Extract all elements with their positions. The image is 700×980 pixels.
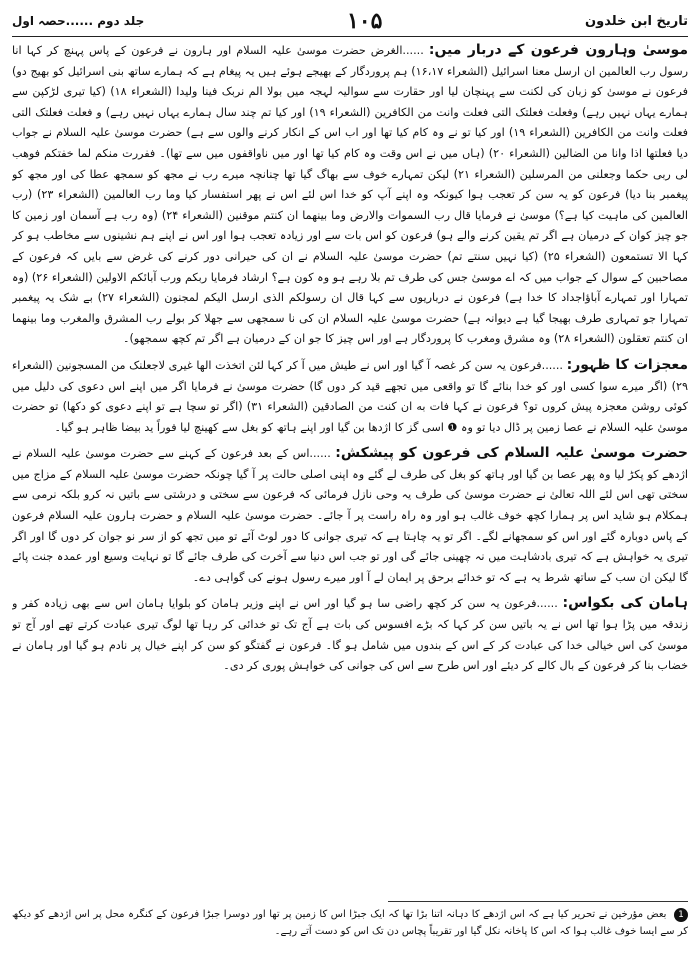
paragraph-haman — [12, 593, 688, 676]
header-divider — [12, 36, 688, 37]
footnote-divider — [388, 901, 688, 902]
section-heading: ہامان کی بکواس: — [562, 595, 688, 612]
page-body — [12, 40, 688, 886]
footnote-marker: 1 — [674, 908, 688, 922]
section-heading: موسیٰ وہارون فرعون کے دربار میں: — [428, 42, 688, 58]
section-heading: معجزات کا ظہور: — [566, 356, 688, 373]
paragraph-text: ......الغرض حضرت موسیٰ علیہ السلام اور ہارون نے فرعون کے پاس پہنچ کر کہا انا رسول رب العالمین ان ارسل معنا اسرائیل (الشعراء ۱۶،۱۷) ہم پروردگار کے بھیجے ہوئے ہیں یہ پیغام ہے کہ ہمارے ساتھ بنی اسرائیل کو بھیج دو) فرعون نے موسیٰ کو زبان کی لکنت سے پہنچان لیا اور حقارت سے سوالیہ لہجہ میں بولا الم نربک فینا ولیدا (الشعراء ۱۸) (کیا تیری لڑکپن سے ہمارے یہاں نہیں رہے) وفعلت فعلتک التی فعلت وانت من الکافرین (الشعراء ۱۹) اور کیا تم چند سال ہمارے یہاں نہیں رہے) و فعلت فعلتک التی فعلت وانت من الکافرین (الشعراء ۱۹) اور کیا تو نے وہ کام کیا تھا اور اب اس کے انکار کرنے والوں سے ہے) حضرت موسیٰ علیہ السلام نے جواب دیا فعلتها اذا وانا من الضالین (الشعراء ۲۰) (ہاں میں نے اس وقت وہ کام کیا تھا اور میں ناواقفوں میں سے تھا)۔ ففررت منکم لما خفتکم فوھب لی ربی حکما وجعلنی من المرسلین (الشعراء ۲۱) لیکن تمہارے خوف سے بھاگ گیا تھا چنانچہ میرے رب نے مجھ کو سمجھ عطا کی اور مجھ کو پیغمبر بنا دیا) فرعون کو یہ سن کر تعجب ہوا کیونکہ وہ اپنے آپ کو خدا اس لئے اس نے پھر استفسار کیا وما رب العالمین (الشعراء ۲۳) (رب العالمین کی ماہیت کیا ہے؟) موسیٰ نے فرمایا قال رب السموات والارض وما بینهما ان کنتم موقنین (الشعراء ۲۴) (وہ رب ہے آسمان اور زمین کا جو چیز کوان کے درمیان ہے اگر تم یقین کرنے والے ہو) فرعون کو اس بات سے اور زیادہ تعجب ہوا اور اس نے اپنے ہم نشینوں سے مخاطب ہو کر کہا الا تستمعون (الشعراء ۲۵) (کیا نہیں سنتے تم) حضرت موسیٰ علیہ السلام نے ان کی حیرانی دور کرنے کی غرض سے بایں کہ فرعون کے مصاحبین کے سوال کے جواب میں کہ اے موسیٰ جس کی طرف تم بلا رہے ہو وہ کون ہے؟ ارشاد فرمایا ربکم ورب آبائکم الاولین (الشعراء ۲۶) (وہ تمہارا اور تمہارے آباؤاجداد کا خدا ہے) فرعون نے درباریوں سے کہا قال ان رسولکم الذی ارسل الیکم لمجنون (الشعراء ۲۷) بے شک یہ پیغمبر تمہارا جو تمہاری طرف بھیجا گیا ہے دیوانہ ہے) حضرت موسیٰ علیہ السلام ان کی نا سمجھی سے جھلا کر بولے رب المشرق والمغرب وما بینهما ان کنتم تعقلون (الشعراء ۲۸) وہ مشرق ومغرب کا پروردگار ہے اور اس چیز کا جو ان کے درمیان ہے اگر تم کچھ سمجھو)۔ — [12, 44, 688, 346]
footnote-text: بعض مؤرخین نے تحریر کیا ہے کہ اس اژدھے کا دہانہ اتنا بڑا تھا کہ ایک جبڑا اس کا زمین پر تھا اور دوسرا جبڑا فرعون کے کنگرہ محل پر اس اژدھے کو دیکھ کر سے ایسا خوف غالب ہوا کہ اس کا پاخانہ نکل گیا اور تقریباً پچاس دن تک اس کو دست آتے رہے۔ — [12, 909, 688, 937]
paragraph-court — [12, 40, 688, 350]
paragraph-text: ......فرعون یہ سن کر کچھ راضی سا ہو گیا اور اس نے اپنے وزیر ہامان کو بلوایا ہامان اس سے بھی زیادہ کفر و زندقہ میں پڑا ہوا تھا اس نے یہ باتیں سن کر کہا کہ بڑے افسوس کی بات ہے آج تک تو خدائی کر رہا تھا لوگ تیری عبادت کرتے تھے اور آج تو موسیٰ کی اس خیالی خدا کی عبادت کر کے اس کے بندوں میں شامل ہو گا۔ فرعون نے گفتگو کو سن کر اپنے خیال پر نادم ہو گیا اور ہامان نے خضاب بنا کر فرعون کے بال کالے کر دیئے اور اس طرح سے اس کی جوانی کی خواہش پوری کر دی۔ — [12, 597, 688, 673]
page-header — [12, 8, 688, 34]
paragraph-offer — [12, 443, 688, 588]
paragraph-text: ......اس کے بعد فرعون کے کہنے سے حضرت موسیٰ علیہ السلام نے اژدھے کو پکڑ لیا وہ پھر عصا بن گیا اور ہاتھ کو بغل کی طرف لے گئے وہ اپنی اصلی حالت پر آ گیا چونکہ حضرت موسیٰ علیہ السلام کے مزاج میں سختی تھی اس لئے اللہ تعالیٰ نے حضرت موسیٰ کی طرف یہ وحی نازل فرمائی کہ فرعون سے سختی و درشتی سے باتیں نہ کرو بلکہ نرمی سے ہمکلام ہو شاید اس پر ہمارا کچھ خوف غالب ہو اور وہ راہ راست پر آ جائے۔ حضرت موسیٰ علیہ السلام و حضرت ہارون علیہ السلام فرعون کے پاس دوبارہ گئے اور اس کو سمجھانے لگے۔ اگر تو یہ چاہتا ہے کہ تیری جوانی کا دور لوٹ آئے تو میں تجھ کو از سر نو جوان کر دوں گا اور اگر تیری یہ خواہش ہے کہ تیری بادشاہت میں نہ چھینی جائے گی اور تو جب اس دنیا سے آخرت کی طرف جائے گا تو نہایت وسیع اور عمدہ جنت پائے گا لیکن ان سب کے ساتھ شرط یہ ہے کہ تو خدائے برحق پر ایمان لے آ اور میرے رسول ہونے کی گواہی دے۔ — [12, 447, 688, 584]
paragraph-miracles — [12, 355, 688, 438]
page-number: ۱۰۵ — [346, 8, 383, 34]
paragraph-text: ......فرعون یہ سن کر غصہ آ گیا اور اس نے طیش میں آ کر کہا لئن اتخذت الها غیری لاجعلنک من المسجونین (الشعراء ۲۹) (اگر میرے سوا کسی اور کو خدا بنائے گا تو واقعی میں تجھے قید کر دوں گا) حضرت موسیٰ نے فرمایا اگر میں اپنے اس دعوی کی دلیل میں کوئی روشن معجزہ پیش کروں تو؟ فرعون نے کہا فات به ان کنت من الصادقین (الشعراء ۳۱) (اگر تو سچا ہے تو اپنے دعوی کو دکھا) تو حضرت موسیٰ علیہ السلام نے عصا زمین پر ڈال دیا تو وہ ❶ اسی گز کا اژدھا بن گیا اور اپنے ہاتھ کو بغل سے کھینچ لیا فوراً ید بیضا ظاہر ہو گیا۔ — [12, 358, 688, 434]
book-title: تاریخ ابن خلدون — [585, 13, 688, 29]
section-heading: حضرت موسیٰ علیہ السلام کی فرعون کو پیشکش: — [335, 445, 688, 462]
volume-label: جلد دوم ......حصہ اول — [12, 14, 145, 28]
footnote — [12, 906, 688, 940]
